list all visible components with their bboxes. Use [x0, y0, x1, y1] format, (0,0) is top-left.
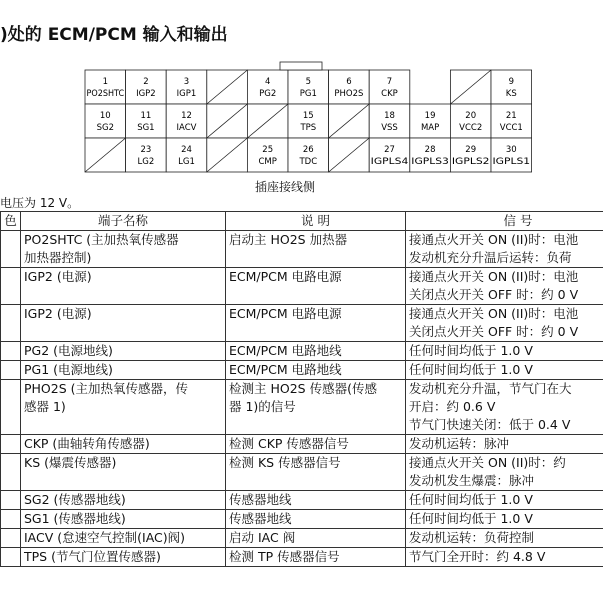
connector-caption: 插座接线侧	[255, 180, 316, 194]
description-cell-line: 启动 IAC 阀	[229, 530, 296, 545]
terminal-name-cell	[21, 305, 226, 342]
pin-label: IACV	[176, 123, 197, 133]
pin-label: VSS	[381, 123, 398, 133]
table-row	[1, 454, 603, 491]
description-cell	[226, 510, 406, 529]
pin-label: LG2	[137, 157, 155, 167]
pin-label: IGP1	[176, 89, 197, 99]
pin-number: 6	[346, 77, 352, 87]
table-row	[1, 491, 603, 510]
table-row	[1, 305, 603, 342]
description-cell	[226, 491, 406, 510]
pin-number: 23	[140, 145, 152, 155]
terminal-name-cell-line: 感器 1)	[24, 399, 66, 414]
pin-number: 26	[302, 145, 314, 155]
description-cell-line: ECM/PCM 电路地线	[229, 362, 342, 377]
voltage-note: 电压为 12 V。	[0, 196, 80, 210]
color-cell	[1, 491, 21, 510]
description-cell	[226, 231, 406, 268]
terminal-name-cell-line: IGP2 (电源)	[24, 269, 92, 284]
header-color: 色	[1, 212, 21, 231]
color-cell	[1, 231, 21, 268]
terminal-name-cell-line: PHO2S (主加热氧传感器，传	[24, 381, 189, 396]
signal-cell	[406, 361, 603, 380]
pin-number: 1	[102, 77, 109, 87]
color-cell	[1, 510, 21, 529]
connector-diagram	[0, 0, 603, 200]
pin-label: CMP	[258, 157, 277, 167]
description-cell	[226, 529, 406, 548]
pin-label: CKP	[381, 89, 398, 99]
terminal-name-cell-line: SG2 (传感器地线)	[24, 492, 126, 507]
pin-number: 5	[305, 77, 312, 87]
color-cell	[1, 342, 21, 361]
pin-label: IGP2	[136, 89, 156, 99]
table-row	[1, 231, 603, 268]
pin-number: 9	[508, 77, 515, 87]
table-row	[1, 361, 603, 380]
terminal-table	[0, 211, 603, 567]
pin-number: 24	[181, 145, 192, 155]
description-cell	[226, 342, 406, 361]
description-cell-line: ECM/PCM 电路电源	[229, 269, 342, 284]
pin-number: 10	[99, 111, 111, 121]
signal-cell	[406, 305, 603, 342]
color-cell	[1, 529, 21, 548]
pin-number: 30	[505, 145, 517, 155]
terminal-name-cell	[21, 231, 226, 268]
page-title: )处的 ECM/PCM 输入和输出	[0, 25, 228, 45]
terminal-name-cell-line: IACV (怠速空气控制(IAC)阀)	[24, 530, 186, 545]
signal-cell-line: 任何时间均低于 1.0 V	[409, 343, 533, 358]
terminal-name-cell-line: KS (爆震传感器)	[24, 455, 117, 470]
table-row	[1, 380, 603, 435]
signal-cell-line: 关闭点火开关 OFF 时：约 0 V	[409, 287, 579, 302]
signal-cell-line: 任何时间均低于 1.0 V	[409, 492, 533, 507]
color-cell	[1, 548, 21, 567]
pin-label: IGPLS1	[492, 157, 531, 167]
pin-label: TPS	[300, 123, 317, 133]
header-description: 说 明	[226, 212, 406, 231]
signal-cell	[406, 548, 603, 567]
color-cell	[1, 380, 21, 435]
description-cell-line: 检测 CKP 传感器信号	[229, 436, 349, 451]
pin-number: 20	[465, 111, 477, 121]
terminal-name-cell-line: CKP (曲轴转角传感器)	[24, 436, 150, 451]
signal-cell-line: 接通点火开关 ON (II)时：电池	[409, 269, 579, 284]
header-signal: 信 号	[406, 212, 603, 231]
table-row	[1, 435, 603, 454]
table-row	[1, 529, 603, 548]
description-cell-line: 器 1)的信号	[229, 399, 296, 414]
description-cell-line: 启动主 HO2S 加热器	[229, 232, 348, 247]
signal-cell	[406, 454, 603, 491]
description-cell-line: ECM/PCM 电路地线	[229, 343, 342, 358]
description-cell-line: 检测 TP 传感器信号	[229, 549, 340, 564]
signal-cell	[406, 491, 603, 510]
description-cell	[226, 268, 406, 305]
terminal-name-cell-line: PG2 (电源地线)	[24, 343, 113, 358]
signal-cell-line: 接通点火开关 ON (II)时：约	[409, 455, 566, 470]
terminal-name-cell	[21, 454, 226, 491]
terminal-name-cell	[21, 435, 226, 454]
pin-number: 27	[384, 145, 395, 155]
description-cell-line: ECM/PCM 电路电源	[229, 306, 342, 321]
signal-cell-line: 发动机充分升温，节气门在大	[409, 381, 572, 396]
pin-number: 18	[384, 111, 395, 121]
pin-number: 25	[262, 145, 274, 155]
signal-cell-line: 发动机运转：脉冲	[409, 436, 510, 451]
signal-cell	[406, 510, 603, 529]
pin-label: PG2	[259, 89, 277, 99]
pin-label: VCC1	[499, 123, 523, 133]
signal-cell-line: 关闭点火开关 OFF 时：约 0 V	[409, 324, 579, 339]
pin-label: KS	[505, 89, 517, 99]
signal-cell	[406, 231, 603, 268]
description-cell	[226, 454, 406, 491]
description-cell	[226, 548, 406, 567]
terminal-name-cell-line: PG1 (电源地线)	[24, 362, 113, 377]
pin-number: 28	[424, 145, 436, 155]
signal-cell-line: 接通点火开关 ON (II)时：电池	[409, 232, 579, 247]
table-row	[1, 548, 603, 567]
terminal-name-cell	[21, 529, 226, 548]
pin-number: 15	[302, 111, 314, 121]
description-cell	[226, 361, 406, 380]
signal-cell-line: 接通点火开关 ON (II)时：电池	[409, 306, 579, 321]
signal-cell-line: 节气门全开时：约 4.8 V	[409, 549, 546, 564]
pin-number: 21	[505, 111, 517, 121]
color-cell	[1, 435, 21, 454]
pin-label: IGPLS2	[451, 157, 490, 167]
signal-cell-line: 发动机运转：负荷控制	[409, 530, 535, 545]
pin-number: 2	[143, 77, 149, 87]
terminal-name-cell	[21, 491, 226, 510]
pin-label: IGPLS3	[411, 157, 449, 167]
terminal-name-cell	[21, 510, 226, 529]
pin-label: IGPLS4	[370, 157, 409, 167]
terminal-name-cell	[21, 268, 226, 305]
connector-lock-tab	[280, 62, 322, 70]
pin-number: 7	[386, 77, 393, 87]
signal-cell	[406, 435, 603, 454]
terminal-name-cell	[21, 342, 226, 361]
signal-cell-line: 任何时间均低于 1.0 V	[409, 362, 533, 377]
pin-label: SG2	[96, 123, 114, 133]
signal-cell	[406, 268, 603, 305]
pin-label: MAP	[420, 123, 440, 133]
terminal-name-cell-line: PO2SHTC (主加热氧传感器	[24, 232, 179, 247]
description-cell-line: 检测主 HO2S 传感器(传感	[229, 381, 377, 396]
description-cell-line: 传感器地线	[229, 492, 292, 507]
pin-label: PG1	[299, 89, 317, 99]
description-cell	[226, 380, 406, 435]
terminal-name-cell-line: IGP2 (电源)	[24, 306, 92, 321]
signal-cell	[406, 529, 603, 548]
description-cell-line: 检测 KS 传感器信号	[229, 455, 341, 470]
description-cell	[226, 305, 406, 342]
terminal-name-cell	[21, 380, 226, 435]
signal-cell-line: 开启：约 0.6 V	[409, 399, 496, 414]
terminal-name-cell-line: 加热器控制)	[24, 250, 92, 265]
pin-number: 29	[465, 145, 477, 155]
header-terminal-name: 端子名称	[21, 212, 226, 231]
signal-cell-line: 发动机充分升温后运转：负荷	[409, 250, 572, 265]
color-cell	[1, 268, 21, 305]
table-row	[1, 342, 603, 361]
terminal-name-cell-line: TPS (节气门位置传感器)	[24, 549, 161, 564]
pin-label: PHO2S	[334, 89, 364, 99]
pin-number: 12	[181, 111, 192, 121]
terminal-name-cell	[21, 548, 226, 567]
pin-label: PO2SHTC	[86, 89, 125, 99]
pin-label: VCC2	[459, 123, 483, 133]
table-row	[1, 268, 603, 305]
signal-cell	[406, 342, 603, 361]
table-row	[1, 510, 603, 529]
signal-cell-line: 发动机发生爆震：脉冲	[409, 473, 535, 488]
pin-number: 3	[183, 77, 190, 87]
description-cell-line: 传感器地线	[229, 511, 292, 526]
color-cell	[1, 305, 21, 342]
signal-cell-line: 任何时间均低于 1.0 V	[409, 511, 533, 526]
signal-cell-line: 节气门快速关闭：低于 0.4 V	[409, 417, 571, 432]
pin-label: LG1	[178, 157, 195, 167]
pin-number: 19	[424, 111, 436, 121]
pin-number: 4	[264, 77, 271, 87]
pin-number: 11	[140, 111, 152, 121]
pin-label: TDC	[299, 157, 318, 167]
terminal-name-cell	[21, 361, 226, 380]
terminal-name-cell-line: SG1 (传感器地线)	[24, 511, 126, 526]
signal-cell	[406, 380, 603, 435]
table-header-row	[1, 212, 603, 231]
color-cell	[1, 361, 21, 380]
color-cell	[1, 454, 21, 491]
pin-label: SG1	[137, 123, 155, 133]
description-cell	[226, 435, 406, 454]
